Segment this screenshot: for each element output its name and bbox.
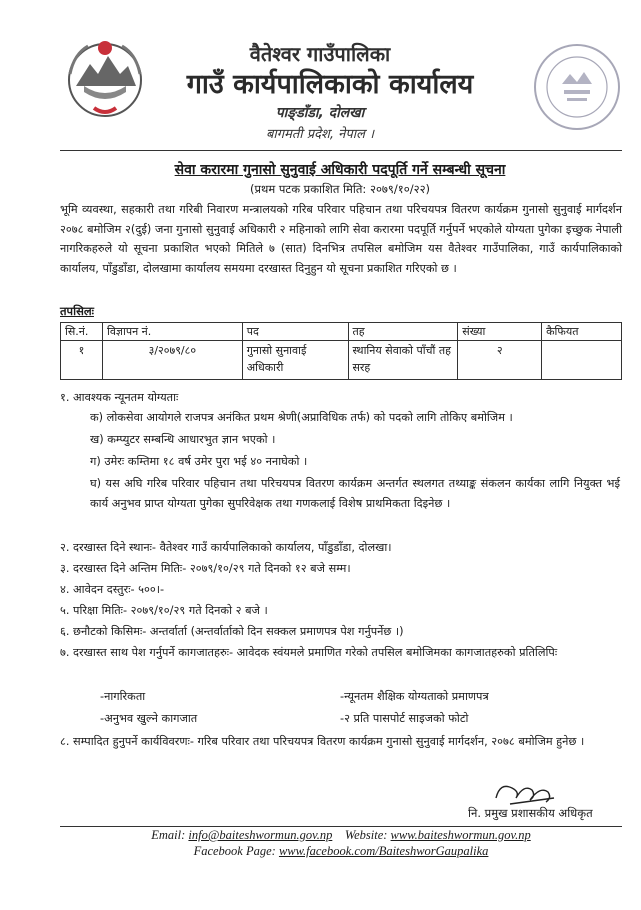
facebook-link[interactable]: www.facebook.com/BaiteshworGaupalika (278, 844, 489, 858)
header-divider (60, 150, 622, 151)
doc-experience: -अनुभव खुल्ने कागजात (100, 712, 198, 725)
email-link[interactable]: info@baiteshwormun.gov.np (188, 828, 333, 842)
footer-contact (60, 828, 622, 843)
website-label: Website: (344, 828, 388, 842)
cell-remarks (542, 341, 622, 380)
section-1-title: १. आवश्यक न्यूनतम योग्यताः (60, 391, 179, 404)
office-name: गाउँ कार्यपालिकाको कार्यालय (186, 69, 474, 100)
section-1-ga: ग) उमेरः कम्तिमा १८ वर्ष उमेर पुरा भई ४० ननाघेको । (90, 455, 308, 468)
section-6: ६. छनौटको किसिमः- अन्तर्वार्ता (अन्तर्वार्ताको दिन सक्कल प्रमाणपत्र पेश गर्नुपर्नेछ ।) (60, 625, 404, 638)
notice-paragraph: भूमि व्यवस्था, सहकारी तथा गरिबी निवारण मन्त्रालयको गरिब परिवार पहिचान तथा परिचयपत्र वितरण कार्यक्रम गुनासो सुनुवाई मार्गदर्शन २०७८ बमोजिम २(दुई) जना गुनासो सुनुवाई अधिकारी २ महिनाको लागि सेवा करारमा पदपूर्ति गर्नुपर्ने भएकोले योग्यता पुगेका इच्छुक नेपाली नागरिकहरुले यो सूचना प्रकाशित भएको मितिले ७ (सात) दिनभित्र तपसिल बमोजिम यस वैतेश्वर गाउँपालिका, गाउँ कार्यपालिकाको कार्यालय, पाँडुडाँडा, दोलखामा कार्यालय समयमा दरखास्त दिनुहुन यो सूचना प्रकाशित गरिएको छ । (60, 203, 622, 275)
col-serial: सि.नं. (61, 323, 103, 341)
details-label: तपसिलः (60, 304, 94, 318)
email-label: Email: (151, 828, 186, 842)
notice-published-date: (प्रथम पटक प्रकाशित मिति: २०७९/१०/२२) (249, 182, 431, 196)
section-1-ka: क) लोकसेवा आयोगले राजपत्र अनंकित प्रथम श्रेणी(अप्राविधिक तर्फ) को पदको लागि तोकिए बमोजिम । (90, 411, 513, 424)
section-8: ८. सम्पादित हुनुपर्ने कार्यविवरणः- गरिब परिवार तथा परिचयपत्र वितरण कार्यक्रम गुनासो सुनुवाई मार्गदर्शन, २०७८ बमोजिम हुनेछ । (60, 735, 585, 748)
col-count: संख्या (458, 323, 542, 341)
section-1-gha: घ) यस अघि गरिब परिवार पहिचान तथा परिचयपत्र वितरण कार्यक्रम अन्तर्गत स्थलगत तथ्याङ्क संकलन कार्यका लागि नियुक्त भई कार्य अनुभव प्राप्त योग्यता पुगेका सुपरिवेक्षक तथा गणकलाई विशेष प्राथमिकता दिइनेछ । (90, 477, 620, 510)
col-level: तह (348, 323, 458, 341)
doc-citizenship: -नागरिकता (100, 690, 146, 703)
signature-icon (490, 776, 560, 810)
cell-count: २ (458, 341, 542, 380)
footer-facebook (60, 844, 622, 859)
notice-title: सेवा करारमा गुनासो सुनुवाई अधिकारी पदपूर्ति गर्ने सम्बन्धी सूचना (174, 162, 506, 178)
section-4: ४. आवेदन दस्तुरः- ५००।- (60, 583, 165, 596)
cell-level: स्थानिय सेवाको पाँचौं तह सरह (348, 341, 458, 380)
col-post: पद (242, 323, 348, 341)
cell-serial: १ (61, 341, 103, 380)
footer-divider (60, 826, 622, 827)
signatory-title: नि. प्रमुख प्रशासकीय अधिकृत (468, 806, 593, 820)
office-address: पाङ्डाँडा, दोलखा (275, 105, 365, 121)
municipality-name: वैतेश्वर गाउँपालिका (249, 42, 391, 66)
website-link[interactable]: www.baiteshwormun.gov.np (390, 828, 531, 842)
office-stamp-icon (530, 40, 624, 134)
vacancy-table (60, 322, 622, 380)
section-2: २. दरखास्त दिने स्थानः- वैतेश्वर गाउँ कार्यपालिकाको कार्यालय, पाँडुडाँडा, दोलखा। (60, 541, 392, 554)
doc-certificate: -न्यूनतम शैक्षिक योग्यताको प्रमाणपत्र (340, 690, 489, 703)
cell-post: गुनासो सुनावाई अधिकारी (242, 341, 348, 380)
facebook-label: Facebook Page: (193, 844, 276, 858)
col-remarks: कैफियत (542, 323, 622, 341)
section-1-kha: ख) कम्प्युटर सम्बन्धि आधारभुत ज्ञान भएको । (90, 433, 276, 446)
office-province: बागमती प्रदेश, नेपाल । (265, 127, 375, 142)
cell-ad-number: ३/२०७९/८० (102, 341, 242, 380)
doc-photo: -२ प्रति पासपोर्ट साइजको फोटो (340, 712, 469, 725)
section-5: ५. परिक्षा मितिः- २०७९/१०/२९ गते दिनको २ बजे । (60, 604, 268, 617)
section-7: ७. दरखास्त साथ पेश गर्नुपर्ने कागजातहरुः- आवेदक स्वंयमले प्रमाणित गरेको तपसिल बमोजिमका कागजातहरुको प्रतिलिपिः (60, 646, 558, 659)
col-ad-number: विज्ञापन नं. (102, 323, 242, 341)
section-3: ३. दरखास्त दिने अन्तिम मितिः- २०७९/१०/२९ गते दिनको १२ बजे सम्म। (60, 562, 351, 575)
table-header-row (61, 323, 622, 341)
nepal-emblem-icon (64, 34, 146, 120)
table-row (61, 341, 622, 380)
